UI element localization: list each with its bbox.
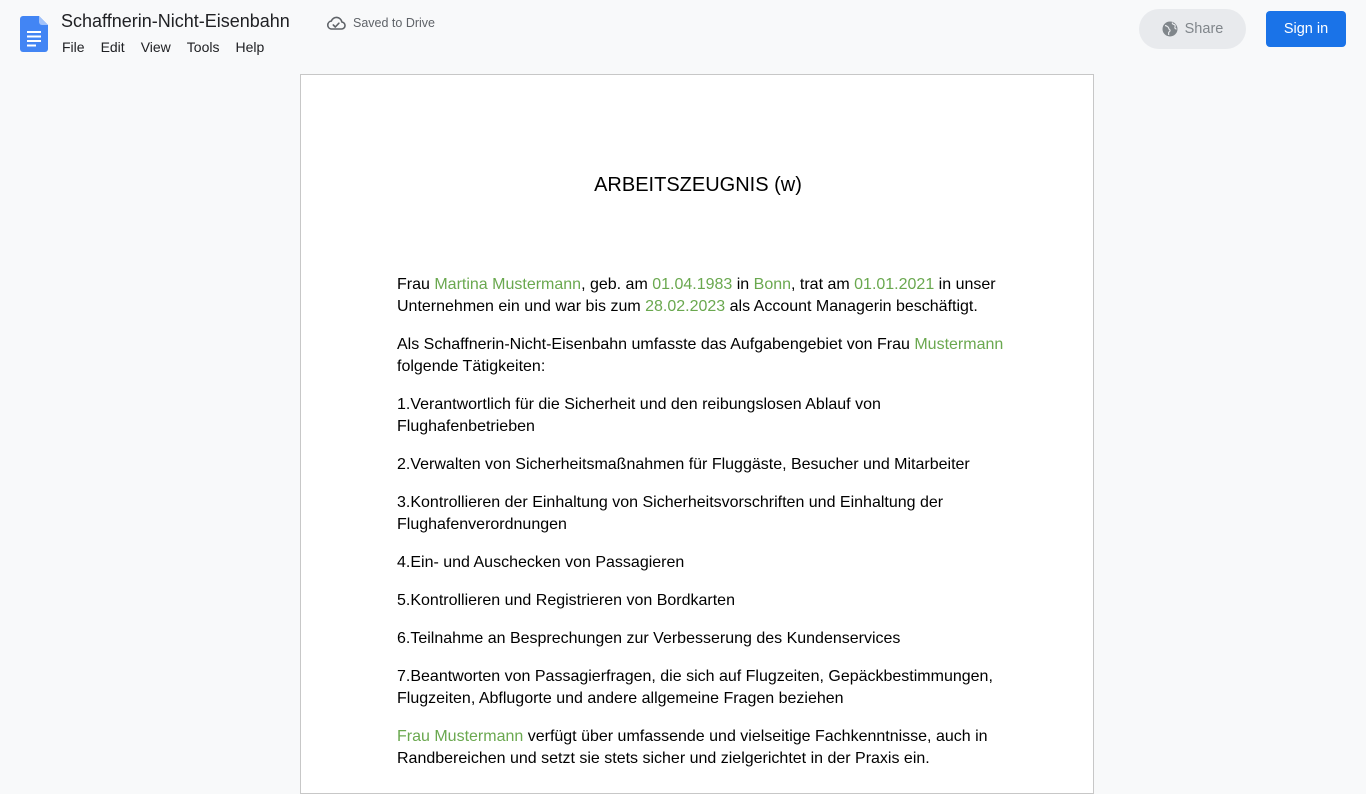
text-span: in unser Unternehmen ein und war bis zum <box>397 276 996 315</box>
save-status-label: Saved to Drive <box>353 16 435 30</box>
text-span: , geb. am <box>581 276 653 293</box>
menu-edit[interactable]: Edit <box>100 39 125 55</box>
text-span: folgende Tätigkeiten: <box>397 358 546 375</box>
google-docs-icon[interactable] <box>20 16 48 52</box>
menu-bar <box>54 36 272 58</box>
text-span: in <box>732 276 754 293</box>
task-item: 4.Ein- und Auschecken von Passagieren <box>397 554 685 571</box>
employee-reference: Frau Mustermann <box>397 728 524 745</box>
share-button[interactable] <box>1139 9 1246 49</box>
task-item: 2.Verwalten von Sicherheitsmaßnahmen für Fluggäste, Besucher und Mitarbeiter <box>397 456 970 473</box>
birth-date: 01.04.1983 <box>652 276 733 293</box>
task-item: 1.Verantwortlich für die Sicherheit und den reibungslosen Ablauf von Flughafenbetrieben <box>397 396 881 435</box>
birth-place: Bonn <box>753 276 792 293</box>
top-bar <box>0 0 1366 64</box>
end-date: 28.02.2023 <box>645 298 726 315</box>
start-date: 01.01.2021 <box>854 276 935 293</box>
document-page[interactable] <box>300 74 1094 794</box>
menu-help[interactable]: Help <box>235 39 265 55</box>
menu-view[interactable]: View <box>140 39 171 55</box>
text-span: Frau <box>397 276 435 293</box>
task-item: 7.Beantworten von Passagierfragen, die sich auf Flugzeiten, Gepäckbestimmungen, Flugzeiten, Abflugorte und andere allgemeine Fragen beziehen <box>397 668 993 707</box>
employee-surname: Mustermann <box>914 336 1004 353</box>
task-item: 6.Teilnahme an Besprechungen zur Verbesserung des Kundenservices <box>397 630 901 647</box>
task-item: 3.Kontrollieren der Einhaltung von Sicherheitsvorschriften und Einhaltung der Flughafenverordnungen <box>397 494 944 533</box>
assessment-paragraph <box>397 726 1007 770</box>
intro-paragraph <box>397 274 1007 318</box>
document-title[interactable]: Schaffnerin-Nicht-Eisenbahn <box>61 11 290 31</box>
text-span: Als Schaffnerin-Nicht-Eisenbahn umfasste das Aufgabengebiet von Frau <box>397 336 915 353</box>
task-item: 5.Kontrollieren und Registrieren von Bordkarten <box>397 592 735 609</box>
text-span: als Account Managerin beschäftigt. <box>725 298 978 315</box>
save-status[interactable] <box>326 13 435 33</box>
text-span: , trat am <box>791 276 855 293</box>
sign-in-button[interactable]: Sign in <box>1266 11 1346 47</box>
document-heading: ARBEITSZEUGNIS (w) <box>594 174 802 196</box>
tasks-intro-paragraph <box>397 334 1007 378</box>
globe-icon <box>1162 21 1178 37</box>
employee-name: Martina Mustermann <box>434 276 582 293</box>
menu-tools[interactable]: Tools <box>186 39 220 55</box>
cloud-done-icon <box>326 15 346 31</box>
share-label: Share <box>1184 21 1224 37</box>
text-span: verfügt über umfassende und vielseitige Fachkenntnisse, auch in Randbereichen und setzt sie stets sicher und zielgerichtet in der Praxis ein. <box>397 728 988 767</box>
document-body <box>397 274 1007 786</box>
menu-file[interactable]: File <box>62 39 85 55</box>
